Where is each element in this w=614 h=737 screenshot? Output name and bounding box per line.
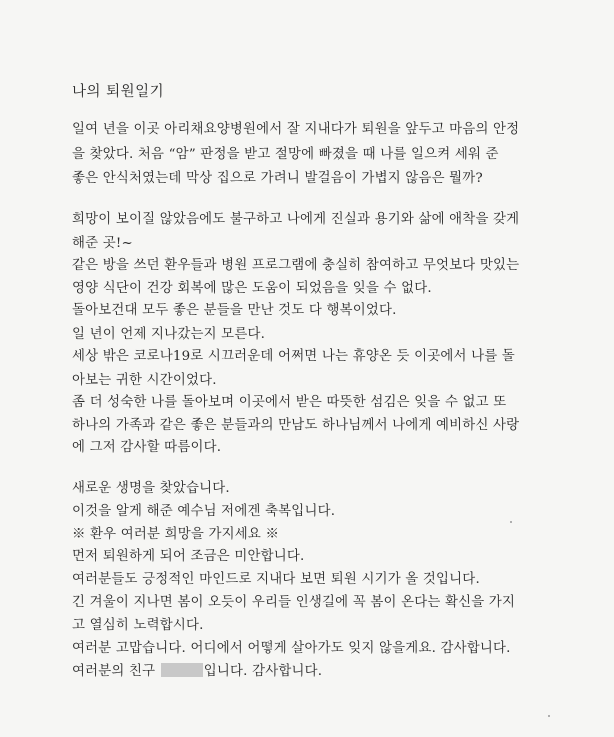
paragraph-2-line: 돌아보건대 모두 좋은 분들을 만난 것도 다 행복이었다.: [72, 303, 397, 318]
paragraph-1-line: 일여 년을 이곳 아리채요양병원에서 잘 지내다가 퇴원을 앞두고 마음의 안정: [72, 122, 520, 137]
paragraph-2-line: 희망이 보이질 않았음에도 불구하고 나에게 진실과 용기와 삶에 애착을 갖게: [72, 212, 520, 227]
paragraph-3-line: 새로운 생명을 찾았습니다.: [72, 481, 230, 496]
paragraph-1-line: 을 찾았다. 처음 “암” 판정을 받고 절망에 빠졌을 때 나를 일으켜 세워 준: [72, 147, 499, 162]
paragraph-3-line: 고 열심히 노력합시다.: [72, 618, 204, 633]
paragraph-2-line: 세상 밖은 코로나19로 시끄러운데 어쩌면 나는 휴양온 듯 이곳에서 나를 돌: [72, 349, 515, 364]
closing-text-before: 여러분의 친구: [72, 664, 156, 679]
redacted-name: [161, 663, 203, 677]
paragraph-3-line: 긴 겨울이 지나면 봄이 오듯이 우리들 인생길에 꼭 봄이 온다는 확신을 가지: [72, 595, 516, 610]
paragraph-3-line: 이것을 알게 해준 예수님 저에겐 축복입니다.: [72, 504, 336, 519]
paragraph-3-line: 여러분들도 긍정적인 마인드로 지내다 보면 퇴원 시기가 올 것입니다.: [72, 572, 480, 587]
paragraph-3-line: ※ 환우 여러분 희망을 가지세요 ※: [72, 527, 280, 542]
scan-speck: [548, 715, 550, 717]
paragraph-3-line: 먼저 퇴원하게 되어 조금은 미안합니다.: [72, 549, 305, 564]
paragraph-2-line: 하나의 가족과 같은 좋은 분들과의 만남도 하나님께서 나에게 예비하신 사랑: [72, 418, 520, 433]
paragraph-1-line: 좋은 안식처였는데 막상 집으로 가려니 발걸음이 가볍지 않음은 뭘까?: [72, 171, 483, 186]
document-title: 나의 퇴원일기: [72, 84, 165, 100]
paragraph-2-line: 일 년이 언제 지나갔는지 모른다.: [72, 327, 266, 342]
paragraph-2-line: 같은 방을 쓰던 환우들과 병원 프로그램에 충실히 참여하고 무엇보다 맛있는: [72, 258, 520, 273]
paragraph-2-line: 해준 곳!~: [72, 236, 133, 251]
paragraph-2-line: 좀 더 성숙한 나를 돌아보며 이곳에서 받은 따뜻한 섬김은 잊을 수 없고 또: [72, 395, 507, 410]
closing-line: [72, 662, 322, 682]
paragraph-3-line: 여러분 고맙습니다. 어디에서 어떻게 살아가도 잊지 않을게요. 감사합니다.: [72, 641, 511, 656]
paragraph-2-line: 아보는 귀한 시간이었다.: [72, 373, 217, 388]
paragraph-2-line: 영양 식단이 건강 회복에 많은 도움이 되었음을 잊을 수 없다.: [72, 281, 432, 296]
scan-speck: [510, 521, 512, 523]
paragraph-2-line: 에 그저 감사할 따름이다.: [72, 440, 222, 455]
closing-text-after: 입니다. 감사합니다.: [203, 664, 323, 679]
